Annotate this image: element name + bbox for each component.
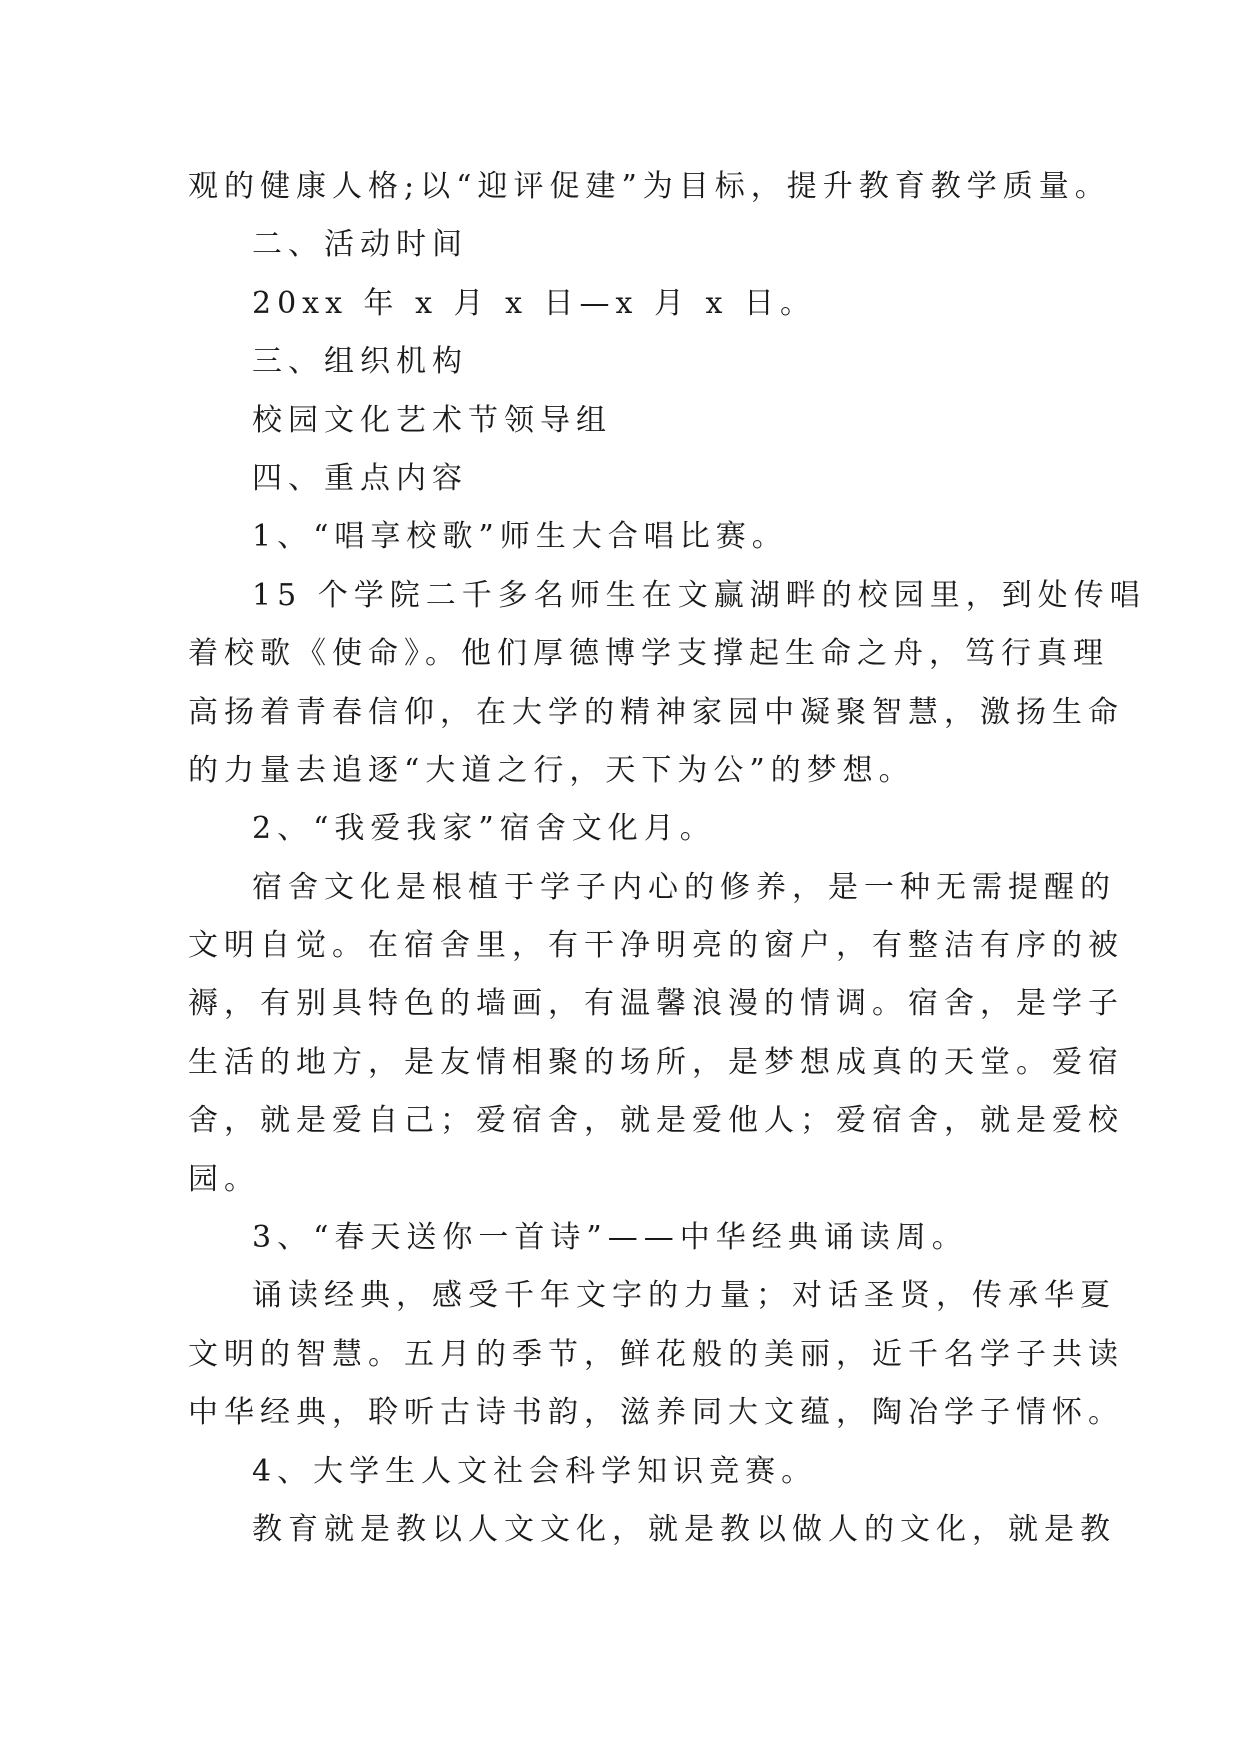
paragraph-line: 15 个学院二千多名师生在文赢湖畔的校园里，到处传唱 (252, 577, 1146, 613)
document-body (188, 158, 1146, 1559)
item-heading-2: 2、“我爱我家”宿舍文化月。 (252, 811, 716, 847)
paragraph-line: 教育就是教以人文文化，就是教以做人的文化，就是教 (252, 1511, 1116, 1547)
section-heading-activity-time: 二、活动时间 (252, 227, 468, 263)
item-heading-3: 3、“春天送你一首诗”——中华经典诵读周。 (252, 1220, 968, 1256)
paragraph-line: 宿舍文化是根植于学子内心的修养，是一种无需提醒的 (252, 869, 1116, 905)
item-heading-1: 1、“唱享校歌”师生大合唱比赛。 (252, 519, 788, 555)
paragraph-line: 生活的地方，是友情相聚的场所，是梦想成真的天堂。爱宿 (188, 1044, 1124, 1080)
section-heading-organization: 三、组织机构 (252, 344, 468, 380)
item-heading-4: 4、大学生人文社会科学知识竞赛。 (252, 1453, 818, 1489)
paragraph-line: 诵读经典，感受千年文字的力量；对话圣贤，传承华夏 (252, 1278, 1116, 1314)
paragraph-line: 高扬着青春信仰，在大学的精神家园中凝聚智慧，激扬生命 (188, 694, 1124, 730)
paragraph-line: 文明自觉。在宿舍里，有干净明亮的窗户，有整洁有序的被 (188, 928, 1124, 964)
paragraph-line: 文明的智慧。五月的季节，鲜花般的美丽，近千名学子共读 (188, 1336, 1124, 1372)
activity-date-line: 20xx 年 x 月 x 日—x 月 x 日。 (252, 285, 816, 321)
paragraph-line: 园。 (188, 1161, 260, 1197)
paragraph-line-continuation: 观的健康人格;以“迎评促建”为目标，提升教育教学质量。 (188, 169, 1111, 204)
paragraph-line: 着校歌《使命》。他们厚德博学支撑起生命之舟，笃行真理 (188, 636, 1109, 672)
paragraph-line: 的力量去追逐“大道之行，天下为公”的梦想。 (188, 752, 915, 788)
section-heading-key-content: 四、重点内容 (252, 460, 468, 496)
paragraph-line: 舍，就是爱自己；爱宿舍，就是爱他人；爱宿舍，就是爱校 (188, 1103, 1124, 1139)
organization-name-line: 校园文化艺术节领导组 (252, 402, 612, 438)
paragraph-line: 中华经典，聆听古诗书韵，滋养同大文蕴，陶冶学子情怀。 (188, 1395, 1124, 1431)
paragraph-line: 褥，有别具特色的墙画，有温馨浪漫的情调。宿舍，是学子 (188, 986, 1124, 1022)
